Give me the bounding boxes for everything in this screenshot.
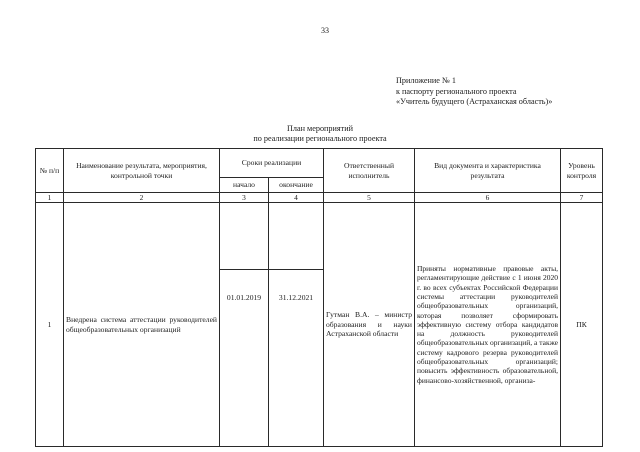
header-name: Наименование результата, мероприятия, контрольной точки: [64, 149, 220, 193]
col-number: 1: [36, 193, 64, 203]
col-number: 6: [415, 193, 561, 203]
col-number: 3: [220, 193, 269, 203]
col-number: 2: [64, 193, 220, 203]
plan-title-line-2: по реализации регионального проекта: [253, 134, 387, 143]
row-num: 1: [36, 203, 64, 447]
appendix-note: [396, 76, 552, 108]
cell-divider: [220, 269, 268, 270]
header-num: № п/п: [36, 149, 64, 193]
row-name: Внедрена система аттестации руководителей общеобразовательных организаций: [64, 203, 220, 447]
column-number-row: [36, 193, 603, 203]
page-number: 33: [321, 26, 329, 35]
header-responsible: Ответственный исполнитель: [324, 149, 415, 193]
cell-divider: [269, 269, 323, 270]
col-number: 7: [561, 193, 603, 203]
row-end-cell: [269, 203, 324, 447]
row-end: 31.12.2021: [278, 292, 314, 302]
plan-title-line-1: План мероприятий: [286, 124, 354, 133]
row-start: 01.01.2019: [226, 292, 262, 302]
col-number: 5: [324, 193, 415, 203]
appendix-line-2: к паспорту регионального проекта: [396, 86, 517, 96]
row-start-cell: [220, 203, 269, 447]
plan-title: [200, 124, 440, 144]
action-plan-table: [35, 148, 603, 447]
header-document: Вид документа и характеристика результата: [415, 149, 561, 193]
appendix-line-1: Приложение № 1: [396, 76, 456, 85]
appendix-line-3: «Учитель будущего (Астраханская область)»: [396, 97, 553, 106]
row-control: ПК: [561, 203, 603, 447]
row-document: Приняты нормативные правовые акты, регламентирующие действие с 1 июня 2020 г. во всех субъектах Российской Федерации системы аттестации руководителей общеобразовательных организаций, которая позволяет сформировать эффективную систему отбора кандидатов на должность руководителей общеобразовательных организаций, а также систему кадрового резерва руководителей общеобразовательных организаций; повысить эффективность образовательной, финансово-хозяйственной, организа-: [415, 203, 561, 447]
header-row: [36, 149, 603, 178]
table-row: [36, 203, 603, 447]
col-number: 4: [269, 193, 324, 203]
header-start: начало: [220, 178, 269, 193]
header-period: Сроки реализации: [220, 149, 324, 178]
header-end: окончание: [269, 178, 324, 193]
header-control: Уровень контроля: [561, 149, 603, 193]
row-responsible: Гутман В.А. – министр образования и науки Астраханской области: [324, 203, 415, 447]
